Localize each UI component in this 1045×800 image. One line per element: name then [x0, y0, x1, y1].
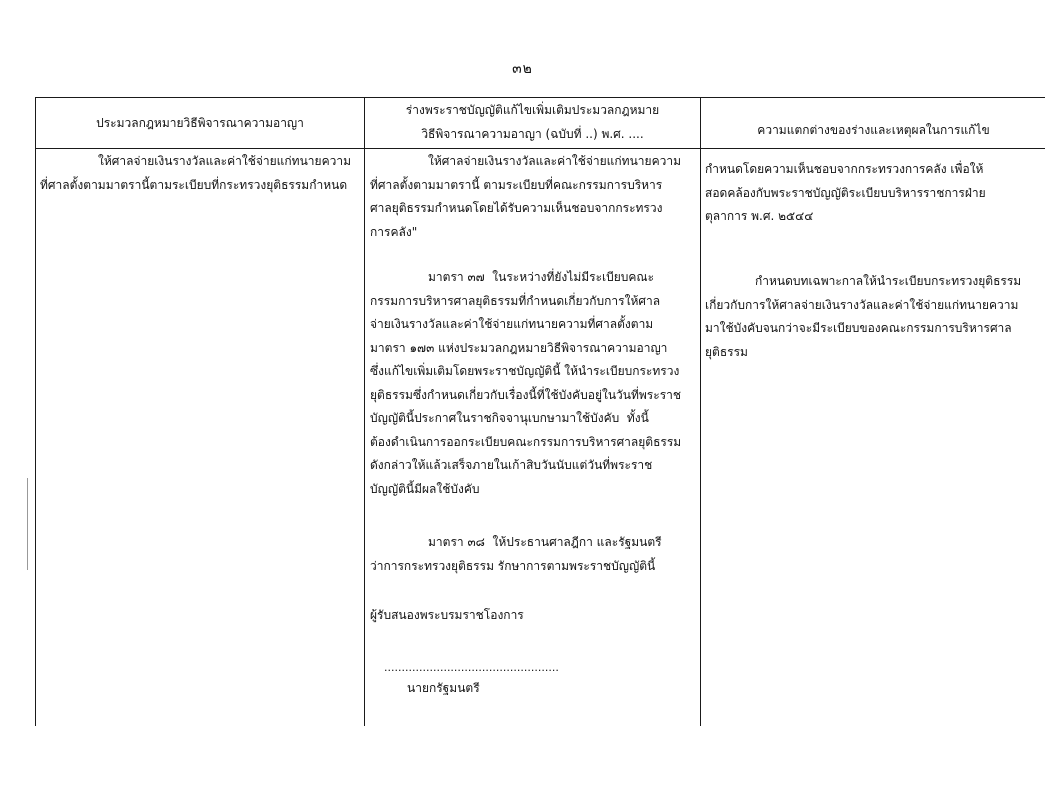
column-divider-2: [700, 98, 701, 726]
signature-dots: ..................................................: [384, 661, 559, 674]
page-number: ๓๒: [512, 61, 533, 77]
current-law-text: [40, 150, 362, 197]
draft-para1-rest: ที่ศาลตั้งตามมาตรานี้ ตามระเบียบที่คณะกรรมการบริหาร ศาลยุติธรรมกำหนดโดยได้รับความเห็นชอบจากกระทรวง การคลัง": [370, 177, 663, 239]
differences-para1: กำหนดโดยความเห็นชอบจากกระทรวงการคลัง เพื่อให้ สอดคล้องกับพระราชบัญญัติระเบียบบริหารราชการฝ่าย ตุลาการ พ.ศ. ๒๕๔๔: [705, 162, 986, 223]
scan-mark: [27, 478, 28, 570]
countersign-line: ผู้รับสนองพระบรมราชโองการ: [370, 608, 524, 622]
column-divider-1: [364, 98, 365, 726]
draft-para2-first: มาตรา ๓๗ ในระหว่างที่ยังไม่มีระเบียบคณะ: [428, 270, 655, 284]
header-current-law: ประมวลกฎหมายวิธีพิจารณาความอาญา: [96, 116, 304, 130]
header-divider: [36, 148, 1045, 149]
draft-para2-rest: กรรมการบริหารศาลยุติธรรมที่กำหนดเกี่ยวกับการให้ศาล จ่ายเงินรางวัลและค่าใช้จ่ายแก่ทนายความที่ศาลตั้งตาม มาตรา ๑๗๓ แห่งประมวลกฎหมายวิธีพิจารณาความอาญา ซึ่งแก้ไขเพิ่มเติมโดยพระราชบัญญัตินี้ ให้นำระเบียบกระทรวง ยุติธรรมซึ่งกำหนดเกี่ยวกับเรื่องนี้ที่ใช้บังคับอยู่ในวันที่พระราช บัญญัตินี้ประกาศในราชกิจจานุเบกษามาใช้บังคับ ทั้งนี้ ต้องดำเนินการออกระเบียบคณะกรรมการบริหารศาลยุติธรรม ดังกล่าวให้แล้วเสร็จภายในเก้าสิบวันนับแต่วันที่พระราช บัญญัตินี้มีผลใช้บังคับ: [370, 293, 682, 496]
current-law-para1-first: ให้ศาลจ่ายเงินรางวัลและค่าใช้จ่ายแก่ทนายความ: [98, 154, 351, 168]
draft-para3-first: มาตรา ๓๘ ให้ประธานศาลฎีกา และรัฐมนตรี: [428, 535, 662, 549]
differences-para2: [705, 270, 1043, 364]
draft-para3-rest: ว่าการกระทรวงยุติธรรม รักษาการตามพระราชบัญญัตินี้: [370, 558, 656, 573]
signatory-title: นายกรัฐมนตรี: [407, 681, 480, 695]
differences-para2-first: กำหนดบทเฉพาะกาลให้นำระเบียบกระทรวงยุติธรรม: [755, 274, 1022, 288]
header-differences: ความแตกต่างของร่างและเหตุผลในการแก้ไข: [757, 123, 990, 137]
draft-bill-section-para: [370, 150, 698, 244]
header-draft-bill: ร่างพระราชบัญญัติแก้ไขเพิ่มเติมประมวลกฎหมาย วิธีพิจารณาความอาญา (ฉบับที่ ..) พ.ศ. ....: [405, 103, 660, 141]
draft-bill-section-38: [370, 531, 698, 578]
current-law-para1-rest: ที่ศาลตั้งตามมาตรานี้ตามระเบียบที่กระทรวงยุติธรรมกำหนด: [40, 177, 348, 192]
draft-para1-first: ให้ศาลจ่ายเงินรางวัลและค่าใช้จ่ายแก่ทนายความ: [428, 154, 681, 168]
comparison-table: [35, 97, 1045, 726]
draft-bill-section-37: [370, 266, 698, 501]
differences-para2-rest: เกี่ยวกับการให้ศาลจ่ายเงินรางวัลและค่าใช้จ่ายแก่ทนายความ มาใช้บังคับจนกว่าจะมีระเบียบของคณะกรรมการบริหารศาล ยุติธรรม: [705, 297, 1019, 359]
